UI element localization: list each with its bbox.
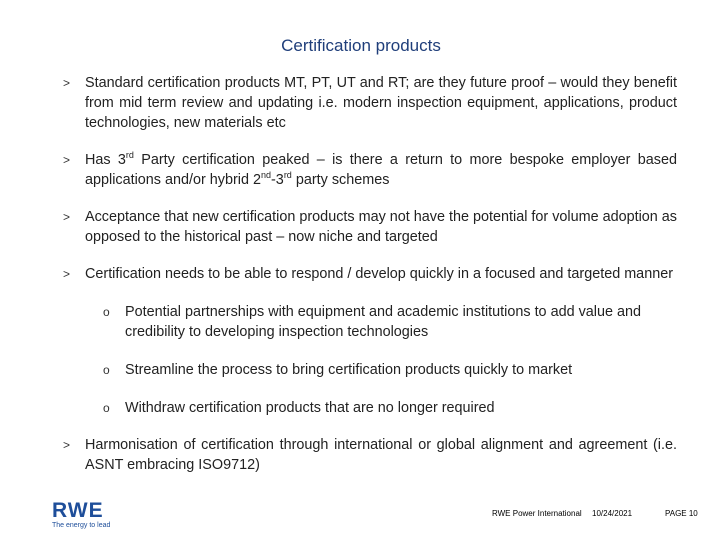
bullet-text: Harmonisation of certification through international or global alignment and agreement (i.e. ASNT embracing ISO9712) xyxy=(85,437,677,473)
bullet-text: Has 3rd Party certification peaked – is there a return to more bespoke employer based applications and/or hybrid 2nd-3rd party schemes xyxy=(85,150,677,188)
sub-bullet-item xyxy=(85,302,677,342)
sub-bullet-text: Streamline the process to bring certification products quickly to market xyxy=(125,362,573,378)
bullet-item xyxy=(63,207,677,247)
slide-title: Certification products xyxy=(281,36,441,55)
sub-bullet-text: Withdraw certification products that are no longer required xyxy=(125,400,495,416)
bullet-marker: > xyxy=(63,267,71,281)
bullet-marker: > xyxy=(63,210,71,224)
sub-bullet-marker: o xyxy=(103,401,110,415)
sub-bullet-marker: o xyxy=(103,363,110,377)
sub-bullet-item xyxy=(85,398,677,418)
bullet-text: Certification needs to be able to respond / develop quickly in a focused and targeted manner xyxy=(85,266,673,282)
bullet-item xyxy=(63,435,677,475)
bullet-text: Standard certification products MT, PT, UT and RT; are they future proof – would they benefit from mid term review and updating i.e. modern inspection equipment, applications, product technologies, new materials etc xyxy=(85,75,677,131)
rwe-logo xyxy=(52,500,110,529)
bullet-marker: > xyxy=(63,76,71,90)
sub-bullet-marker: o xyxy=(103,305,110,319)
footer-company: RWE Power International xyxy=(492,509,582,518)
bullet-item xyxy=(63,264,677,284)
bullet-marker: > xyxy=(63,438,71,452)
bullet-item xyxy=(63,73,677,133)
sub-bullet-item xyxy=(85,360,677,380)
sub-bullet-text: Potential partnerships with equipment and academic institutions to add value and credibility to developing inspection technologies xyxy=(125,304,641,340)
bullet-marker: > xyxy=(63,153,71,167)
bullet-list xyxy=(63,73,677,475)
footer-date: 10/24/2021 xyxy=(592,509,633,518)
bullet-item xyxy=(63,150,677,190)
logo-tagline: The energy to lead xyxy=(52,522,111,529)
footer-page-number: PAGE 10 xyxy=(665,509,698,518)
logo-wordmark: RWE xyxy=(52,499,104,522)
bullet-text: Acceptance that new certification products may not have the potential for volume adoption as opposed to the historical past – now niche and targeted xyxy=(85,209,677,245)
